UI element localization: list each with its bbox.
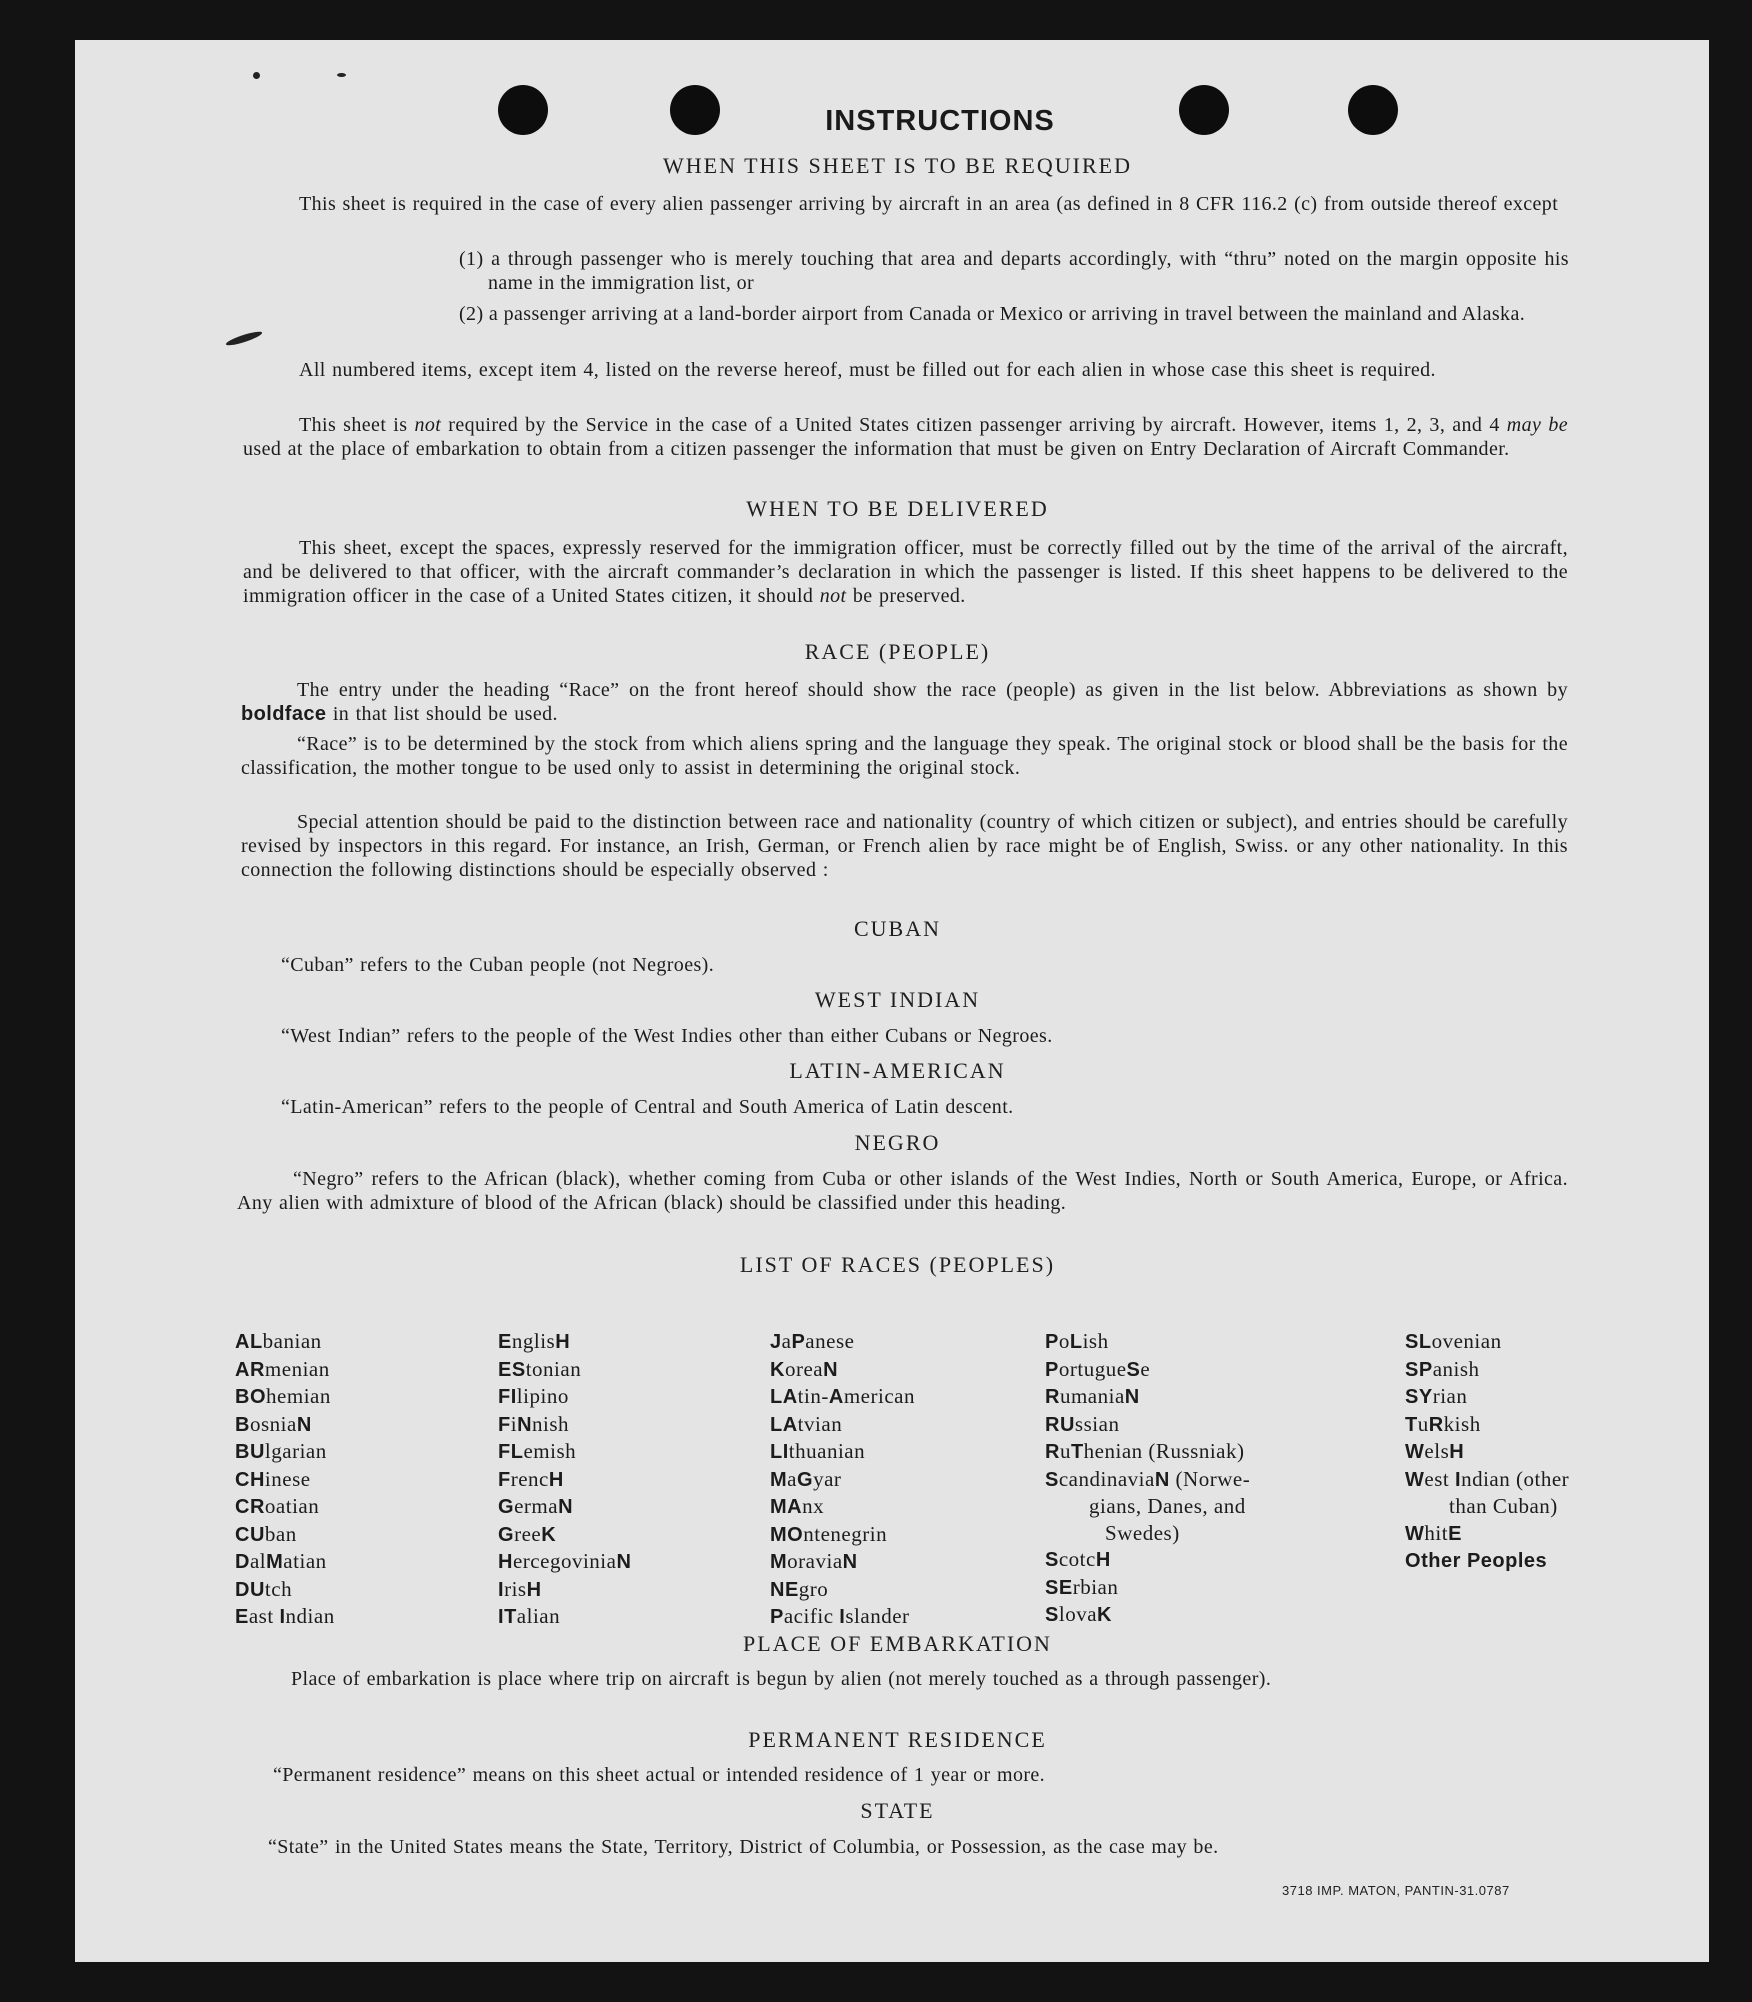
- race-entry: SLovenian: [1405, 1329, 1502, 1353]
- race-entry: WhitE: [1405, 1520, 1462, 1545]
- race-entry: MOntenegrin: [770, 1521, 888, 1546]
- race-entry: ScotcH: [1045, 1547, 1111, 1571]
- race-entry: HercegoviniaN: [498, 1549, 632, 1573]
- race-entry: LIthuanian: [770, 1439, 866, 1463]
- race-paragraph-3: Special attention should be paid to the distinction between race and nationality (country of which citizen or subject), and entries should be carefully revised by inspectors in this regard. For instance, an Irish, German, or French alien by race might be of English, Swiss. or any other nationality. In this connection the following distinctions should be especially observed :: [241, 811, 1568, 881]
- race-entry: DalMatian: [235, 1549, 327, 1573]
- race-entry: East Indian: [235, 1604, 335, 1628]
- race-entry: GermaN: [498, 1494, 574, 1518]
- race-entry: EStonian: [498, 1356, 582, 1381]
- race-list: [195, 1328, 1600, 1628]
- race-entry: Pacific Islander: [770, 1604, 910, 1628]
- race-entry: CRoatian: [235, 1494, 320, 1518]
- heading-delivered: WHEN TO BE DELIVERED: [746, 496, 1049, 521]
- race-entry: FLemish: [498, 1439, 577, 1463]
- heading-permanent-residence: PERMANENT RESIDENCE: [748, 1727, 1047, 1752]
- race-entry: CHinese: [235, 1466, 311, 1491]
- punch-hole: [1348, 85, 1398, 135]
- race-entry: ScandinaviaN (Norwe-: [1045, 1466, 1251, 1491]
- exception-item-2: (2) a passenger arriving at a land-border airport from Canada or Mexico or arriving in travel between the mainland and Alaska.: [459, 303, 1526, 325]
- race-entry: EnglisH: [498, 1329, 571, 1353]
- race-entry: SPanish: [1405, 1356, 1480, 1381]
- negro-text: “Negro” refers to the African (black), whether coming from Cuba or other islands of the West Indies, North or South America, Europe, or Africa. Any alien with admixture of blood of the African (black) should be classified under this heading.: [237, 1168, 1568, 1214]
- race-entry: ALbanian: [235, 1329, 322, 1353]
- race-entry: RuThenian (Russniak): [1045, 1439, 1245, 1463]
- race-entry: West Indian (other: [1405, 1466, 1570, 1491]
- heading-list-of-races: LIST OF RACES (PEOPLES): [739, 1252, 1056, 1277]
- race-entry: JaPanese: [770, 1329, 855, 1353]
- race-entry: PoLish: [1045, 1329, 1109, 1353]
- race-entry: SErbian: [1045, 1574, 1119, 1599]
- heading-west-indian: WEST INDIAN: [814, 987, 981, 1012]
- latin-american-text: “Latin-American” refers to the people of Central and South America of Latin descent.: [281, 1096, 1014, 1118]
- race-entry: MAnx: [770, 1494, 825, 1518]
- race-entry: GreeK: [498, 1521, 557, 1546]
- race-entry: CUban: [235, 1521, 297, 1546]
- speck: [337, 73, 346, 77]
- page-title: INSTRUCTIONS: [825, 105, 1055, 137]
- race-entry: DUtch: [235, 1576, 293, 1601]
- race-entry: MoraviaN: [770, 1549, 858, 1573]
- permanent-residence-text: “Permanent residence” means on this sheet actual or intended residence of 1 year or more.: [273, 1764, 1046, 1786]
- race-entry: BosniaN: [235, 1411, 312, 1436]
- state-text: “State” in the United States means the State, Territory, District of Columbia, or Possession, as the case may be.: [268, 1836, 1219, 1858]
- race-entry: LAtin-American: [770, 1384, 915, 1408]
- race-entry: SYrian: [1405, 1384, 1468, 1408]
- heading-latin-american: LATIN-AMERICAN: [789, 1058, 1006, 1083]
- speck: [253, 72, 260, 79]
- race-entry: RumaniaN: [1045, 1384, 1140, 1408]
- document-sheet: [75, 40, 1709, 1962]
- speck: [225, 329, 263, 347]
- race-entry: Other Peoples: [1405, 1550, 1548, 1572]
- punch-hole: [498, 85, 548, 135]
- race-entry: Swedes): [1105, 1520, 1180, 1545]
- race-column-5: [1405, 1328, 1655, 1575]
- race-entry: ARmenian: [235, 1356, 330, 1381]
- race-entry: RUssian: [1045, 1411, 1120, 1436]
- embarkation-text: Place of embarkation is place where trip on aircraft is begun by alien (not merely touched as a through passenger).: [291, 1668, 1272, 1690]
- race-entry: MaGyar: [770, 1466, 842, 1491]
- race-column-3: [770, 1328, 1000, 1631]
- race-entry: FrencH: [498, 1466, 564, 1491]
- race-entry: SlovaK: [1045, 1602, 1112, 1626]
- race-paragraph-1: The entry under the heading “Race” on the front hereof should show the race (people) as given in the list below. Abbreviations as shown by boldface in that list should be used.: [241, 679, 1568, 725]
- heading-embarkation: PLACE OF EMBARKATION: [743, 1631, 1052, 1656]
- race-column-1: [235, 1328, 435, 1631]
- race-entry: BOhemian: [235, 1384, 331, 1408]
- heading-race: RACE (PEOPLE): [804, 639, 991, 664]
- exception-item-1: (1) a through passenger who is merely touching that area and departs accordingly, with “thru” noted on the margin opposite his name in the immigration list, or: [459, 248, 1569, 294]
- race-entry: PortugueSe: [1045, 1356, 1151, 1381]
- race-column-2: [498, 1328, 718, 1631]
- punch-hole: [670, 85, 720, 135]
- heading-cuban: CUBAN: [853, 916, 941, 941]
- race-column-4: [1045, 1328, 1320, 1629]
- printer-imprint: 3718 IMP. MATON, PANTIN-31.0787: [1282, 1883, 1510, 1898]
- race-entry: gians, Danes, and: [1089, 1494, 1246, 1518]
- required-intro: This sheet is required in the case of every alien passenger arriving by aircraft in an area (as defined in 8 CFR 116.2 (c) from outside thereof except: [299, 193, 1559, 215]
- delivered-text: This sheet, except the spaces, expressly reserved for the immigration officer, must be correctly filled out by the time of the arrival of the aircraft, and be delivered to that officer, with the aircraft commander’s declaration in which the passenger is listed. If this sheet happens to be delivered to the immigration officer in the case of a United States citizen, it should not be preserved.: [243, 537, 1568, 607]
- heading-required: WHEN THIS SHEET IS TO BE REQUIRED: [663, 153, 1132, 178]
- heading-negro: NEGRO: [854, 1130, 941, 1155]
- race-entry: LAtvian: [770, 1411, 843, 1436]
- race-paragraph-2: “Race” is to be determined by the stock from which aliens spring and the language they speak. The original stock or blood shall be the basis for the classification, the mother tongue to be used only to assist in determining the original stock.: [241, 733, 1568, 779]
- punch-hole: [1179, 85, 1229, 135]
- race-entry: IrisH: [498, 1576, 542, 1601]
- race-entry: BUlgarian: [235, 1439, 327, 1463]
- race-entry: NEgro: [770, 1576, 829, 1601]
- race-entry: than Cuban): [1449, 1494, 1558, 1518]
- race-entry: FIlipino: [498, 1384, 569, 1408]
- heading-state: STATE: [860, 1798, 935, 1823]
- race-entry: ITalian: [498, 1604, 561, 1628]
- numbered-items-text: All numbered items, except item 4, listed on the reverse hereof, must be filled out for each alien in whose case this sheet is required.: [299, 359, 1436, 381]
- west-indian-text: “West Indian” refers to the people of the West Indies other than either Cubans or Negroes.: [281, 1025, 1053, 1047]
- race-entry: WelsH: [1405, 1439, 1465, 1463]
- cuban-text: “Cuban” refers to the Cuban people (not Negroes).: [281, 954, 715, 976]
- race-entry: TuRkish: [1405, 1411, 1481, 1436]
- citizen-note: This sheet is not required by the Service in the case of a United States citizen passenger arriving by aircraft. However, items 1, 2, 3, and 4 may be used at the place of embarkation to obtain from a citizen passenger the information that must be given on Entry Declaration of Aircraft Commander.: [243, 414, 1569, 460]
- race-entry: KoreaN: [770, 1356, 839, 1381]
- race-entry: FiNnish: [498, 1411, 570, 1436]
